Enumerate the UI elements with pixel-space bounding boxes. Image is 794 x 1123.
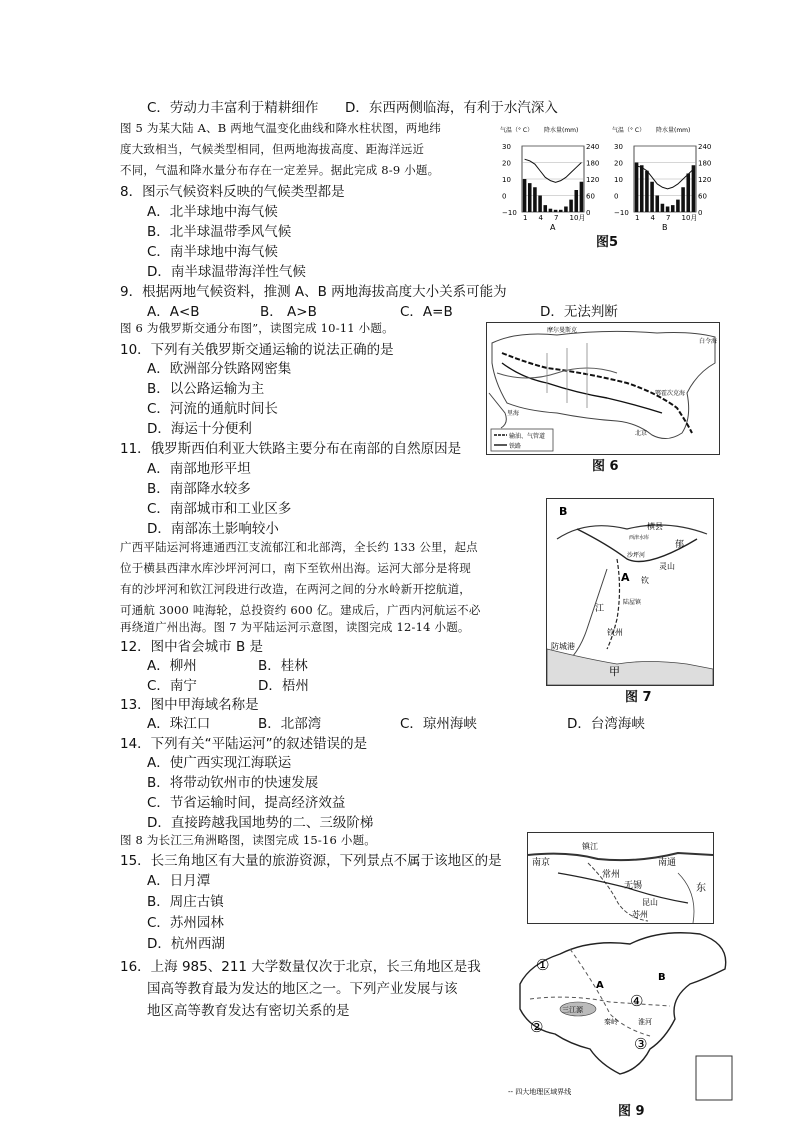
precip-bar-a-1	[523, 179, 527, 212]
fig7-label-yu: 郁	[675, 540, 685, 550]
q9-option-b: B． A>B	[260, 304, 317, 320]
fig6-label-beijing: 北京	[635, 430, 648, 437]
fig7-caption: 图 7	[625, 690, 652, 705]
q11-option-c: C．南部城市和工业区多	[147, 501, 292, 517]
q14-option-a: A．使广西实现江海联运	[147, 755, 292, 771]
q13-option-d: D．台湾海峡	[567, 716, 645, 732]
fig8-yangtze-delta-map	[527, 832, 714, 924]
fig6-label-murmansk: 摩尔曼斯克	[547, 327, 578, 334]
precip-tick-label: 240	[698, 143, 712, 151]
temp-tick-label: 20	[614, 159, 623, 168]
fig6-russia-transport-map	[486, 322, 720, 455]
q15-option-b: B．周庄古镇	[147, 894, 224, 910]
fig7-intro-line1: 广西平陆运河将連通西江支流郁江和北部湾，全长约 133 公里，起点	[120, 540, 478, 554]
q14-option-c: C．节省运输时间，提高经济效益	[147, 795, 346, 811]
fig6-label-bering: 白令海	[699, 338, 718, 345]
q9-option-c: C．A=B	[400, 304, 453, 320]
fig7-label-jiang: 江	[595, 604, 605, 614]
fig5-intro-line3: 不同，气温和降水量分布存在一定差异。据此完成 8-9 小题。	[120, 163, 440, 177]
q13-option-a: A．珠江口	[147, 716, 211, 732]
q13-stem: 13．图中甲海域名称是	[120, 697, 259, 713]
precip-tick-label: 120	[586, 176, 600, 184]
q11-stem: 11．俄罗斯西伯利亚大铁路主要分布在南部的自然原因是	[120, 441, 462, 457]
precip-bar-b-2	[640, 165, 644, 212]
precip-bar-b-10	[681, 187, 685, 212]
fig9-label-a: A	[596, 980, 604, 991]
fig7-label-xijin: 西津水库	[629, 535, 650, 541]
q13-option-b: B．北部湾	[258, 716, 322, 732]
month-tick-label: 1	[523, 214, 528, 222]
q10-option-c: C．河流的通航时间长	[147, 401, 278, 417]
fig9-label-sanjiangyuan: 三江源	[562, 1006, 583, 1014]
fig9-label-2: ②	[530, 1018, 544, 1036]
prev-option-c: C．劳动力丰富利于精耕细作	[147, 100, 319, 116]
fig7-intro-line2: 位于横县西津水库沙坪河河口，南下至钦州出海。运河大部分是将现	[120, 561, 471, 575]
fig7-label-qinzhou: 钦州	[607, 628, 623, 637]
fig8-label-suzhou: 苏州	[632, 910, 648, 919]
climate-chart-b	[612, 126, 711, 232]
fig6-legend-pipeline: 输油、气管道	[509, 433, 546, 440]
temp-tick-label: 0	[614, 192, 619, 201]
fig8-label-nantong: 南通	[658, 858, 677, 868]
precip-tick-label: 240	[586, 143, 600, 151]
temp-tick-label: −10	[502, 209, 517, 217]
fig8-label-kunshan: 昆山	[642, 898, 658, 907]
fig5-climate-charts	[500, 120, 730, 245]
precip-bar-a-11	[574, 190, 578, 212]
q8-option-b: B．北半球温带季风气候	[147, 224, 292, 240]
q11-option-a: A．南部地形平坦	[147, 461, 251, 477]
precip-bar-b-1	[635, 163, 639, 213]
q10-option-d: D．海运十分便利	[147, 421, 252, 437]
fig5-intro-line1: 图 5 为某大陆 A、B 两地气温变化曲线和降水柱状图，两地纬	[120, 121, 441, 135]
fig7-label-lingshan: 灵山	[659, 562, 675, 571]
fig6-label-okhotsk: 鄂霍次克海	[655, 390, 686, 397]
precip-bar-b-4	[650, 182, 654, 212]
chart-title-a: A	[550, 223, 556, 232]
q14-stem: 14．下列有关“平陆运河”的叙述错误的是	[120, 736, 368, 752]
fig9-label-huaihe: 淮河	[638, 1018, 652, 1026]
month-tick-label: 4	[650, 214, 655, 222]
precip-bar-b-9	[676, 200, 680, 212]
temp-line-b	[637, 166, 694, 189]
fig7-pinglu-canal-map	[546, 498, 714, 686]
precip-bar-b-7	[666, 207, 670, 213]
fig8-label-dong: 东	[696, 883, 706, 894]
q15-option-c: C．苏州园林	[147, 915, 224, 931]
fig6-intro: 图 6 为俄罗斯交通分布图”，读图完成 10-11 小题。	[120, 321, 394, 335]
q12-option-d: D．梧州	[258, 678, 309, 694]
fig5-caption: 图5	[596, 235, 619, 250]
precip-bar-a-2	[528, 183, 532, 212]
chart-title-b: B	[662, 223, 668, 232]
precip-bar-a-6	[549, 209, 553, 212]
q9-stem: 9．根据两地气候资料，推测 A、B 两地海拔高度大小关系可能为	[120, 284, 507, 300]
q10-option-a: A．欧洲部分铁路网密集	[147, 361, 292, 377]
axis-label-precip: 降水量(mm)	[544, 127, 579, 134]
precip-tick-label: 60	[698, 192, 707, 201]
q10-stem: 10．下列有关俄罗斯交通运输的说法正确的是	[120, 342, 394, 358]
precip-bar-a-12	[580, 182, 584, 212]
q16-stem-line1: 16．上海 985、211 大学数量仅次于北京，长三角地区是我	[120, 959, 481, 975]
fig9-label-1: ①	[536, 956, 550, 974]
fig8-label-zhenjiang: 镇江	[582, 842, 598, 851]
fig8-intro: 图 8 为长江三角洲略图，读图完成 15-16 小题。	[120, 833, 376, 847]
q15-option-a: A．日月潭	[147, 873, 211, 889]
fig7-intro-line3: 有的沙坪河和钦江河段进行改造，在两河之间的分水岭新开挖航道，	[120, 582, 471, 596]
fig6-legend-railway: 铁路	[509, 443, 522, 450]
fig8-label-changzhou: 常州	[602, 870, 621, 880]
fig6-label-caspian: 里海	[507, 410, 520, 417]
fig7-label-jia: 甲	[609, 665, 620, 678]
q9-option-d: D．无法判断	[540, 304, 618, 320]
fig7-label-shapinghe: 沙坪河	[627, 552, 646, 559]
fig7-label-fangchenggang: 防城港	[551, 642, 575, 651]
q12-option-c: C．南宁	[147, 678, 197, 694]
temp-tick-label: 10	[614, 176, 623, 184]
precip-bar-b-8	[671, 205, 675, 212]
q9-option-a: A．A<B	[147, 304, 200, 320]
precip-bar-a-8	[559, 210, 563, 212]
q16-stem-line2: 国高等教育最为发达的地区之一。下列产业发展与该	[147, 981, 458, 997]
temp-tick-label: −10	[614, 209, 629, 217]
q15-stem: 15．长三角地区有大量的旅游资源，下列景点不属于该地区的是	[120, 853, 502, 869]
q8-option-c: C．南半球地中海气候	[147, 244, 278, 260]
temp-tick-label: 10	[502, 176, 511, 184]
q11-option-d: D．南部冻土影响较小	[147, 521, 279, 537]
temp-tick-label: 30	[502, 143, 511, 151]
month-tick-label: 10月	[569, 214, 586, 222]
month-tick-label: 10月	[681, 214, 698, 222]
precip-bar-a-10	[569, 200, 573, 212]
precip-bar-a-3	[533, 187, 537, 212]
temp-tick-label: 20	[502, 159, 511, 168]
q12-stem: 12．图中省会城市 B 是	[120, 639, 264, 655]
q12-option-a: A．柳州	[147, 658, 197, 674]
precip-tick-label: 60	[586, 192, 595, 201]
precip-bar-b-12	[692, 165, 696, 212]
axis-label-precip: 降水量(mm)	[656, 127, 691, 134]
fig7-intro-line5: 再绕道广州出海。图 7 为平陆运河示意图，读图完成 12-14 小题。	[120, 620, 470, 634]
fig6-caption: 图 6	[592, 459, 619, 474]
q12-option-b: B．桂林	[258, 658, 308, 674]
fig9-china-regions-map	[500, 924, 750, 1104]
fig7-label-a: A	[621, 571, 630, 584]
precip-bar-b-5	[655, 196, 659, 213]
fig9-label-qinling: 秦岭	[604, 1018, 618, 1026]
fig8-label-wuxi: 无锡	[624, 881, 643, 891]
fig9-label-3: ③	[634, 1035, 648, 1053]
fig7-label-hengxian: 横县	[647, 522, 663, 531]
precip-tick-label: 120	[698, 176, 712, 184]
fig9-legend: -- 四大地理区域界线	[508, 1088, 572, 1096]
q13-option-c: C．琼州海峡	[400, 716, 477, 732]
prev-option-d: D．东西两侧临海，有利于水汽深入	[345, 100, 558, 116]
axis-label-temp: 气温（° C）	[500, 127, 534, 134]
q8-option-a: A．北半球地中海气候	[147, 204, 278, 220]
fig7-label-luwu: 陆屋镇	[623, 599, 642, 606]
month-tick-label: 4	[538, 214, 543, 222]
precip-bar-b-3	[645, 171, 649, 212]
q15-option-d: D．杭州西湖	[147, 936, 225, 952]
precip-bar-a-4	[538, 196, 542, 213]
climate-chart-a	[500, 126, 599, 232]
fig5-intro-line2: 度大致相当，气候类型相同，但两地海拔高度、距海洋远近	[120, 142, 425, 156]
q10-option-b: B．以公路运输为主	[147, 381, 265, 397]
precip-bar-b-6	[661, 204, 665, 212]
month-tick-label: 7	[554, 214, 559, 222]
precip-tick-label: 180	[586, 159, 600, 168]
fig9-label-4: ④	[630, 992, 644, 1010]
fig7-intro-line4: 可通航 3000 吨海轮，总投资约 600 亿。建成后，广西内河航运不必	[120, 603, 481, 617]
q11-option-b: B．南部降水较多	[147, 481, 251, 497]
precip-bar-a-5	[543, 205, 547, 212]
precip-bar-a-7	[554, 210, 558, 212]
fig7-label-qin: 钦	[641, 576, 649, 585]
precip-tick-label: 0	[586, 209, 591, 217]
precip-tick-label: 180	[698, 159, 712, 168]
q14-option-b: B．将带动钦州市的快速发展	[147, 775, 319, 791]
precip-tick-label: 0	[698, 209, 703, 217]
q8-stem: 8．图示气候资料反映的气候类型都是	[120, 184, 345, 200]
fig9-label-b: B	[658, 972, 666, 983]
axis-label-temp: 气温（° C）	[612, 127, 646, 134]
fig9-caption: 图 9	[618, 1104, 645, 1119]
q8-option-d: D．南半球温带海洋性气候	[147, 264, 306, 280]
q16-stem-line3: 地区高等教育发达有密切关系的是	[147, 1003, 350, 1019]
q14-option-d: D．直接跨越我国地势的二、三级阶梯	[147, 815, 374, 831]
precip-bar-a-9	[564, 207, 568, 213]
month-tick-label: 7	[666, 214, 671, 222]
temp-tick-label: 30	[614, 143, 623, 151]
month-tick-label: 1	[635, 214, 640, 222]
temp-tick-label: 0	[502, 192, 507, 201]
fig7-label-b: B	[559, 505, 568, 518]
fig8-label-nanjing: 南京	[532, 858, 551, 868]
precip-bar-b-11	[686, 174, 690, 213]
